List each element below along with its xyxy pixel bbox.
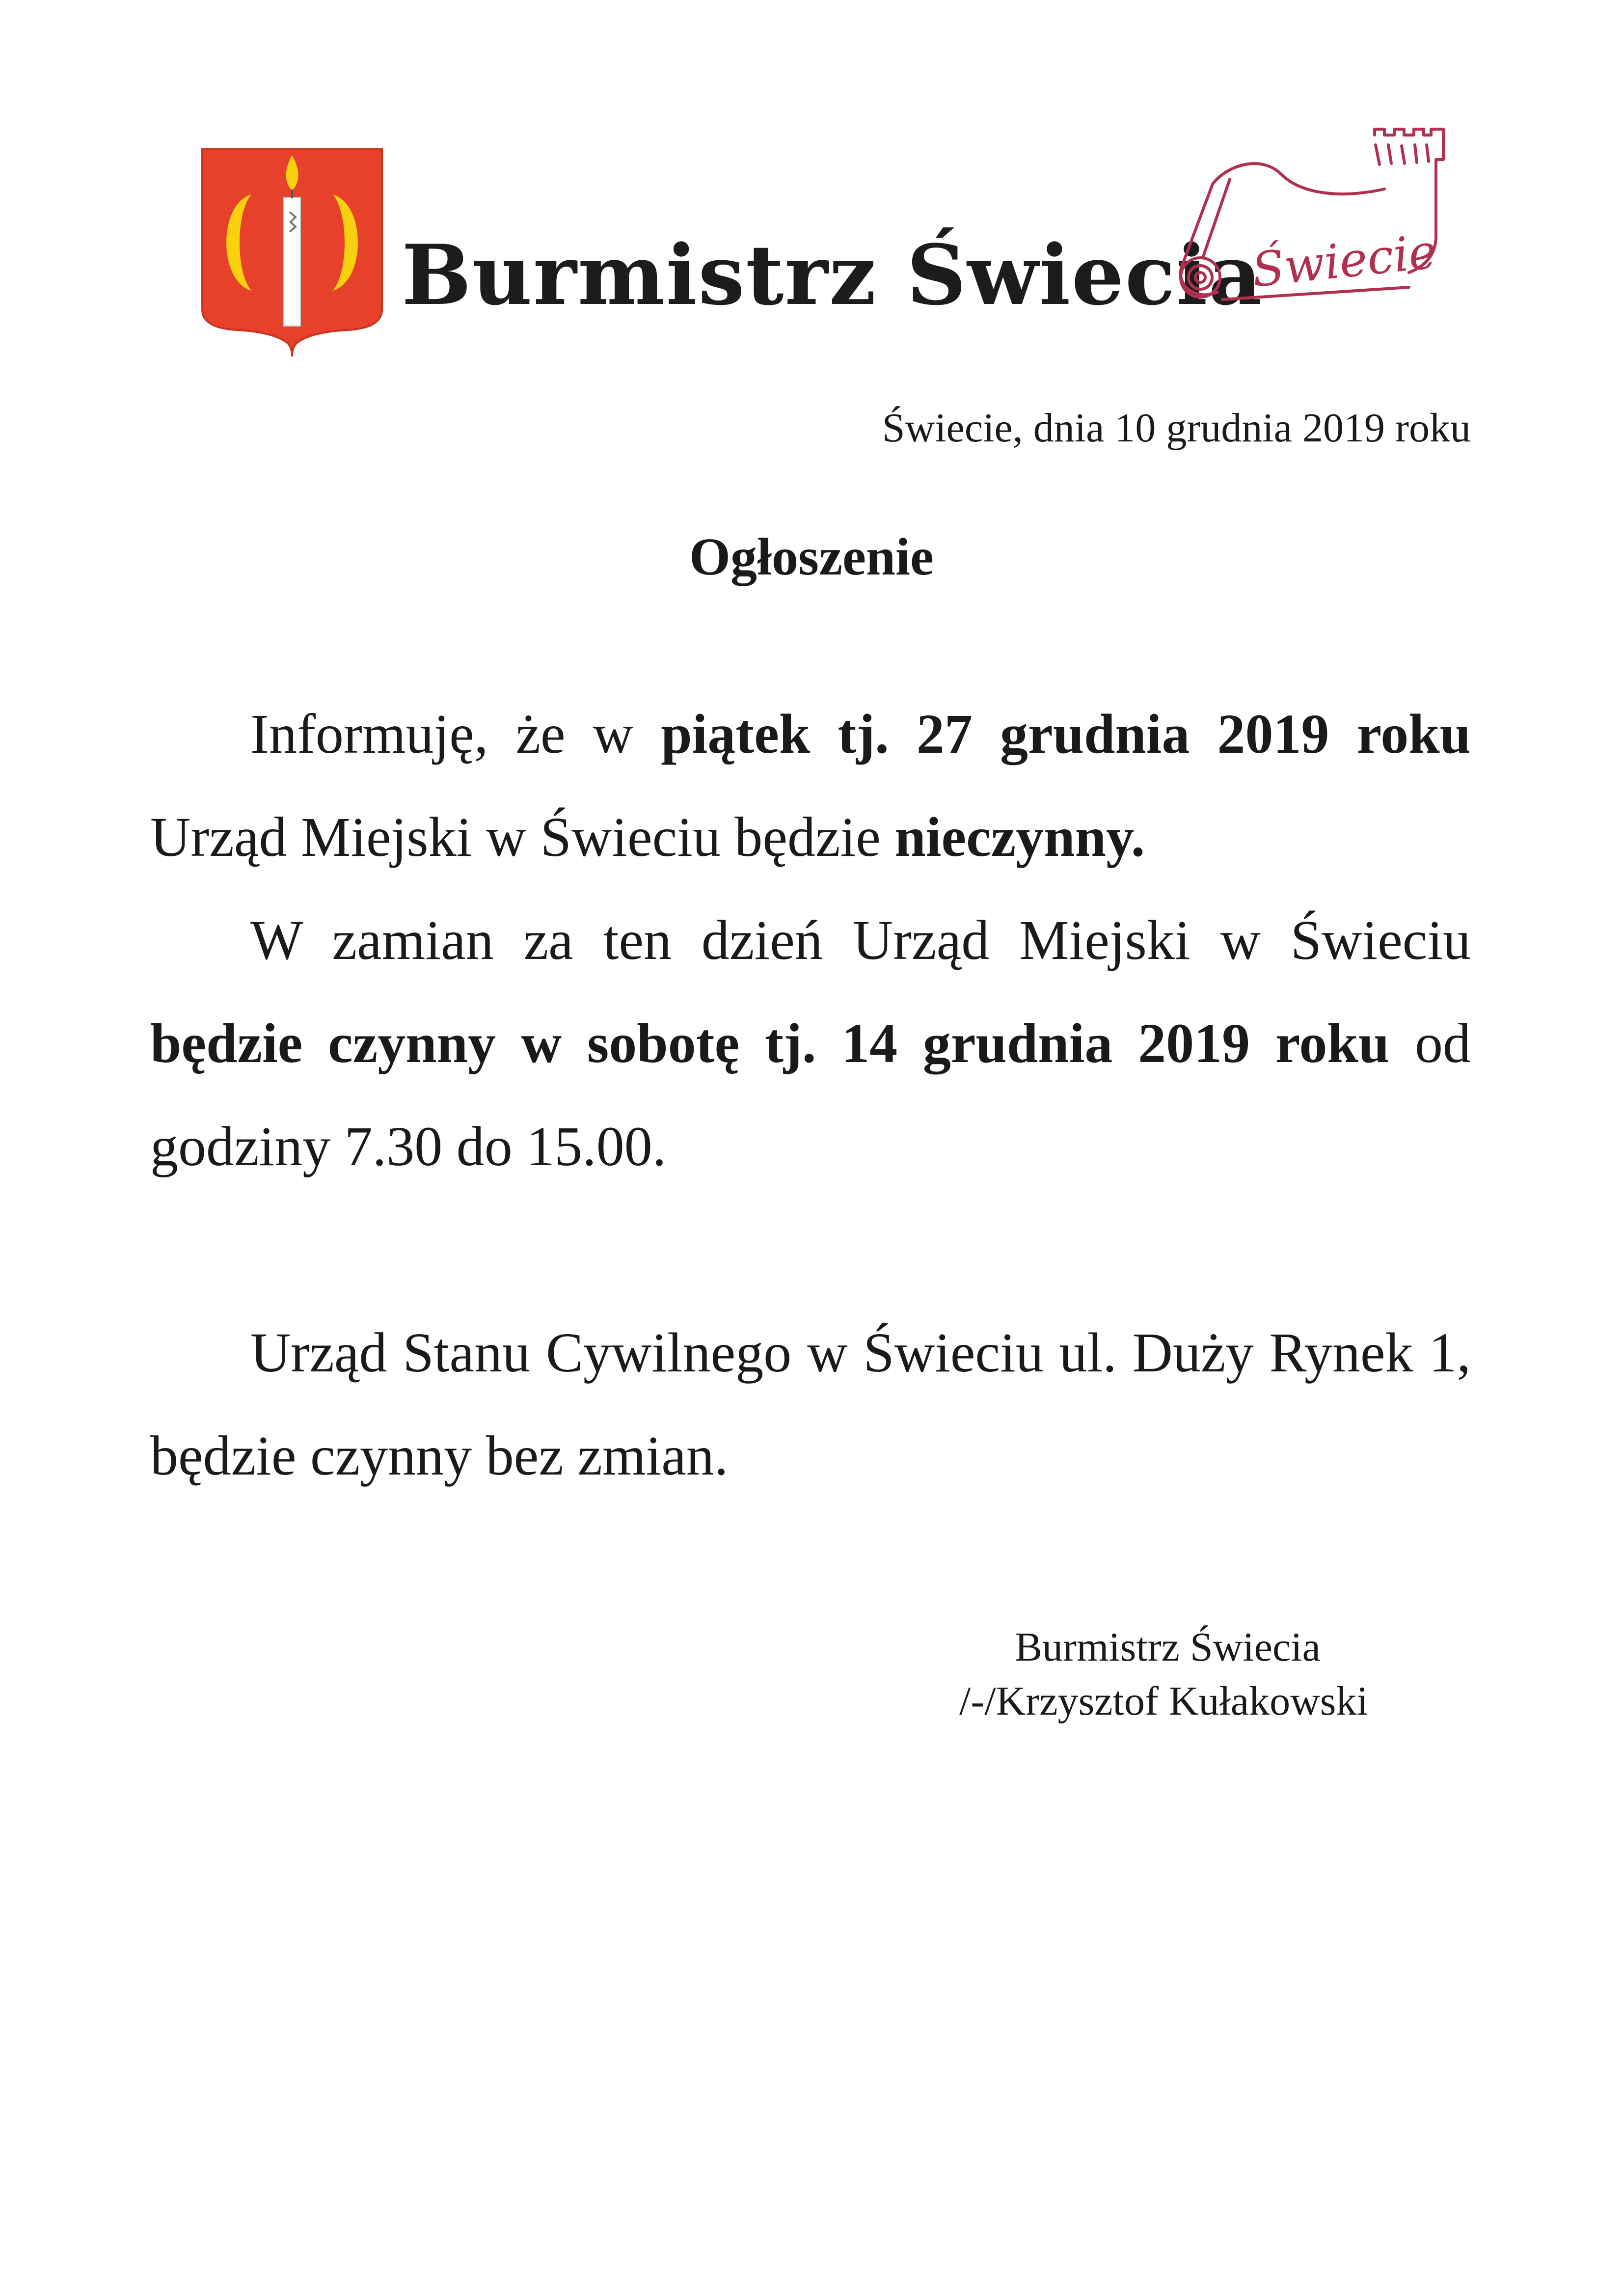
coat-of-arms-icon: [200, 147, 384, 358]
signature-name: /-/Krzysztof Kułakowski: [959, 1678, 1368, 1724]
p3-text: Urząd Stanu Cywilnego w Świeciu ul. Duży Rynek 1, będzie czynny bez zmian.: [150, 1321, 1471, 1487]
paragraph-closure: [150, 683, 1471, 889]
announcement-heading: Ogłoszenie: [689, 528, 934, 586]
swiecie-logo: [1154, 115, 1458, 327]
p1-bold-closed: nieczynny.: [894, 806, 1145, 868]
logo-scroll-top: [1213, 164, 1384, 194]
signature-block: [933, 1620, 1473, 1728]
logo-text: Świecie: [1249, 223, 1439, 298]
header-title: Burmistrz Świecia: [402, 226, 1263, 324]
paragraph-replacement: [150, 889, 1471, 1198]
logo-tower-battlements: [1376, 145, 1429, 164]
document-date: Świecie, dnia 10 grudnia 2019 roku: [882, 405, 1471, 451]
p1-bold-date: piątek tj. 27 grudnia 2019 roku: [661, 703, 1471, 765]
logo-scroll-roll: [1181, 258, 1220, 297]
coat-candle-wick: [291, 190, 293, 198]
p2-text-2: od godziny 7.30 do 15.00.: [150, 1012, 1471, 1177]
p1-text-1: Informuję, że w: [250, 703, 661, 765]
p2-bold-saturday: będzie czynny w sobotę tj. 14 grudnia 2019 roku: [150, 1012, 1390, 1074]
paragraph-civil-registry: [150, 1301, 1471, 1507]
logo-scroll-inner: [1203, 179, 1230, 258]
p1-text-2: Urząd Miejski w Świeciu będzie: [150, 806, 895, 868]
p2-text-1: W zamian za ten dzień Urząd Miejski w Świeciu: [250, 909, 1471, 971]
signature-title: Burmistrz Świecia: [1015, 1624, 1321, 1670]
coat-candle: [284, 197, 300, 326]
